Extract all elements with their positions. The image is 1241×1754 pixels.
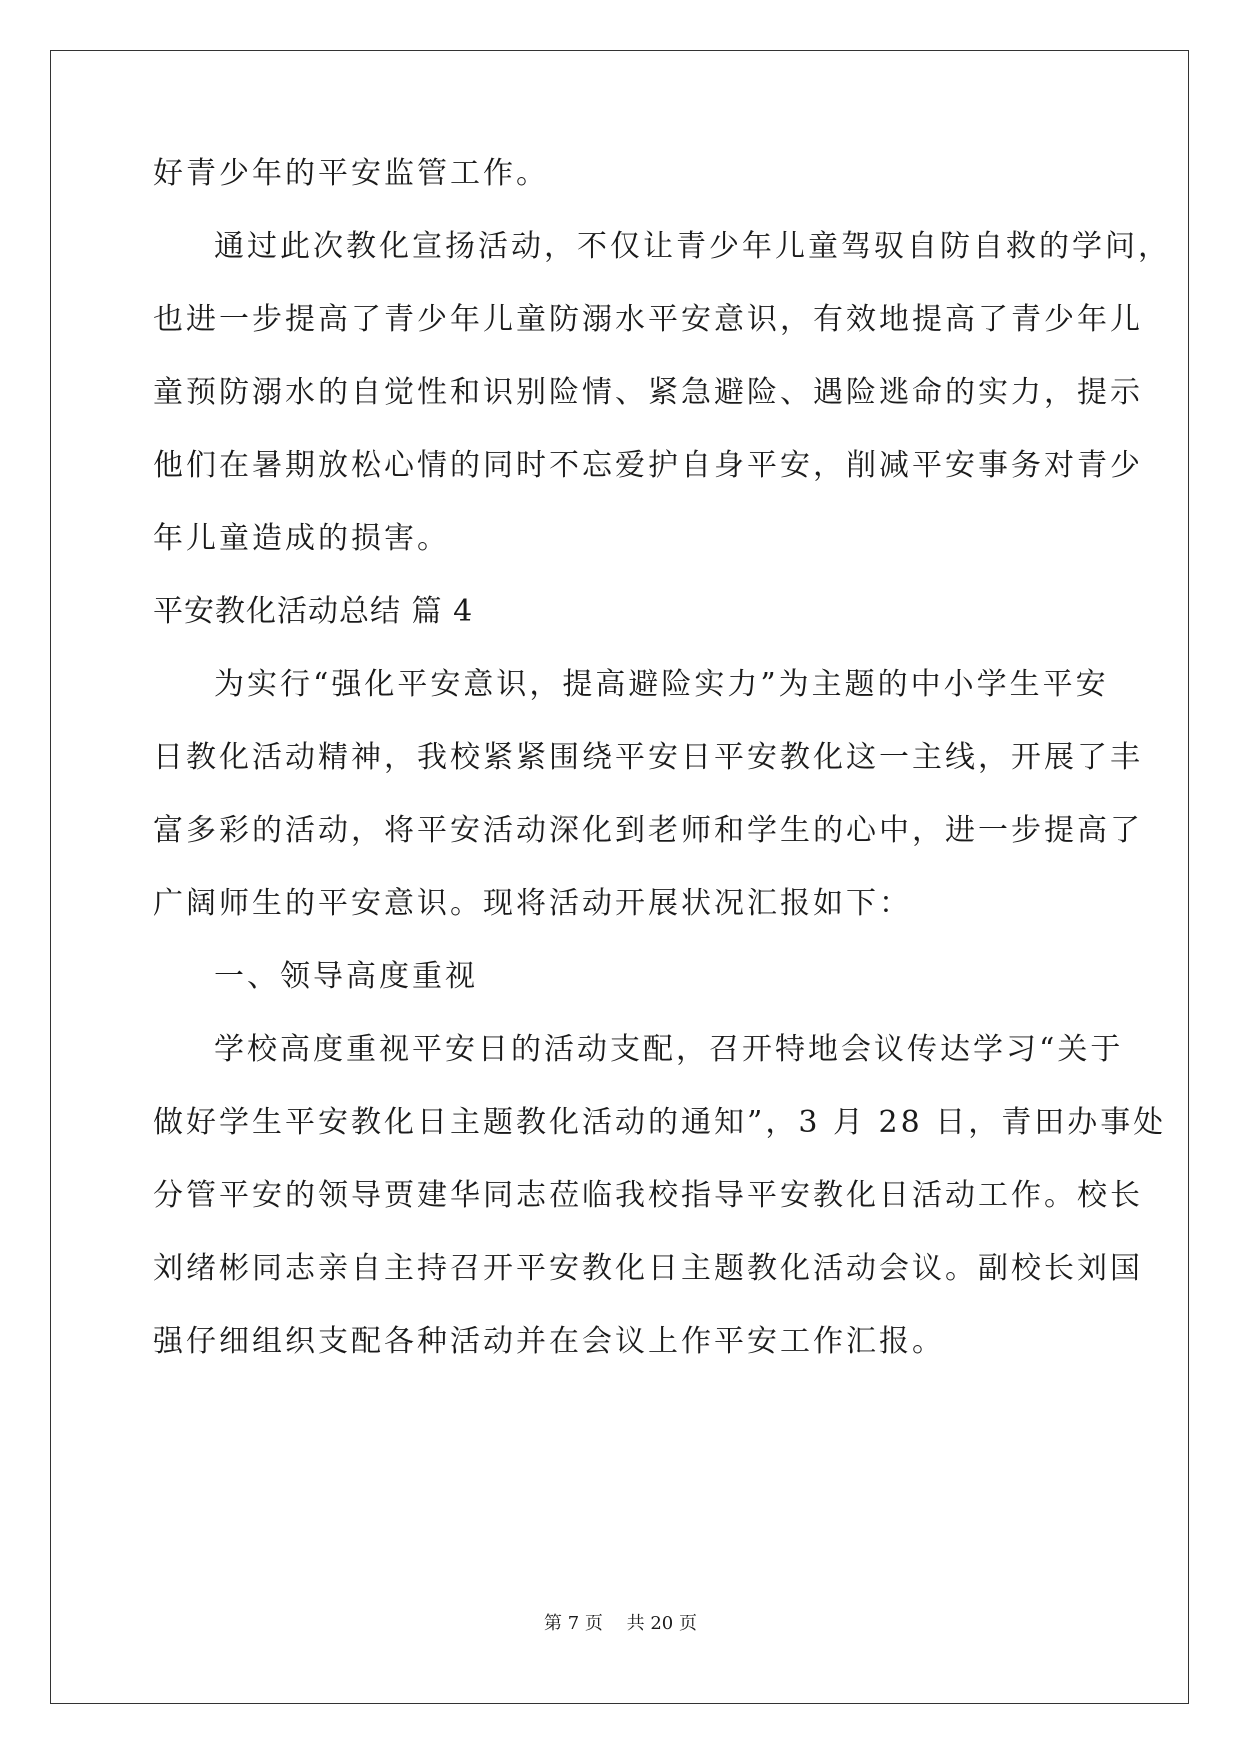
paragraph-line: 通过此次教化宣扬活动，不仅让青少年儿童驾驭自防自救的学问，	[214, 229, 1171, 264]
paragraph-line: 广阔师生的平安意识。现将活动开展状况汇报如下：	[153, 886, 912, 921]
paragraph-line: 好青少年的平安监管工作。	[153, 156, 549, 191]
paragraph-line: 他们在暑期放松心情的同时不忘爱护自身平安，削减平安事务对青少	[153, 448, 1143, 483]
paragraph-line: 分管平安的领导贾建华同志莅临我校指导平安教化日活动工作。校长	[153, 1178, 1143, 1213]
subsection-heading: 一、领导高度重视	[214, 959, 478, 994]
paragraph-line: 学校高度重视平安日的活动支配，召开特地会议传达学习“关于	[214, 1032, 1124, 1067]
paragraph-line: 为实行“强化平安意识，提高避险实力”为主题的中小学生平安	[214, 667, 1109, 702]
paragraph-line: 做好学生平安教化日主题教化活动的通知”，3 月 28 日，青田办事处	[153, 1105, 1167, 1140]
paragraph-line: 强仔细组织支配各种活动并在会议上作平安工作汇报。	[153, 1324, 945, 1359]
paragraph-line: 刘绪彬同志亲自主持召开平安教化日主题教化活动会议。副校长刘国	[153, 1251, 1143, 1286]
paragraph-line: 富多彩的活动，将平安活动深化到老师和学生的心中，进一步提高了	[153, 813, 1143, 848]
section-heading: 平安教化活动总结 篇 4	[153, 594, 474, 629]
paragraph-line: 日教化活动精神，我校紧紧围绕平安日平安教化这一主线，开展了丰	[153, 740, 1143, 775]
page-number-footer: 第 7 页 共 20 页	[544, 1613, 697, 1634]
paragraph-line: 童预防溺水的自觉性和识别险情、紧急避险、遇险逃命的实力，提示	[153, 375, 1143, 410]
paragraph-line: 年儿童造成的损害。	[153, 521, 450, 556]
page-frame	[50, 50, 1189, 1704]
paragraph-line: 也进一步提高了青少年儿童防溺水平安意识，有效地提高了青少年儿	[153, 302, 1143, 337]
